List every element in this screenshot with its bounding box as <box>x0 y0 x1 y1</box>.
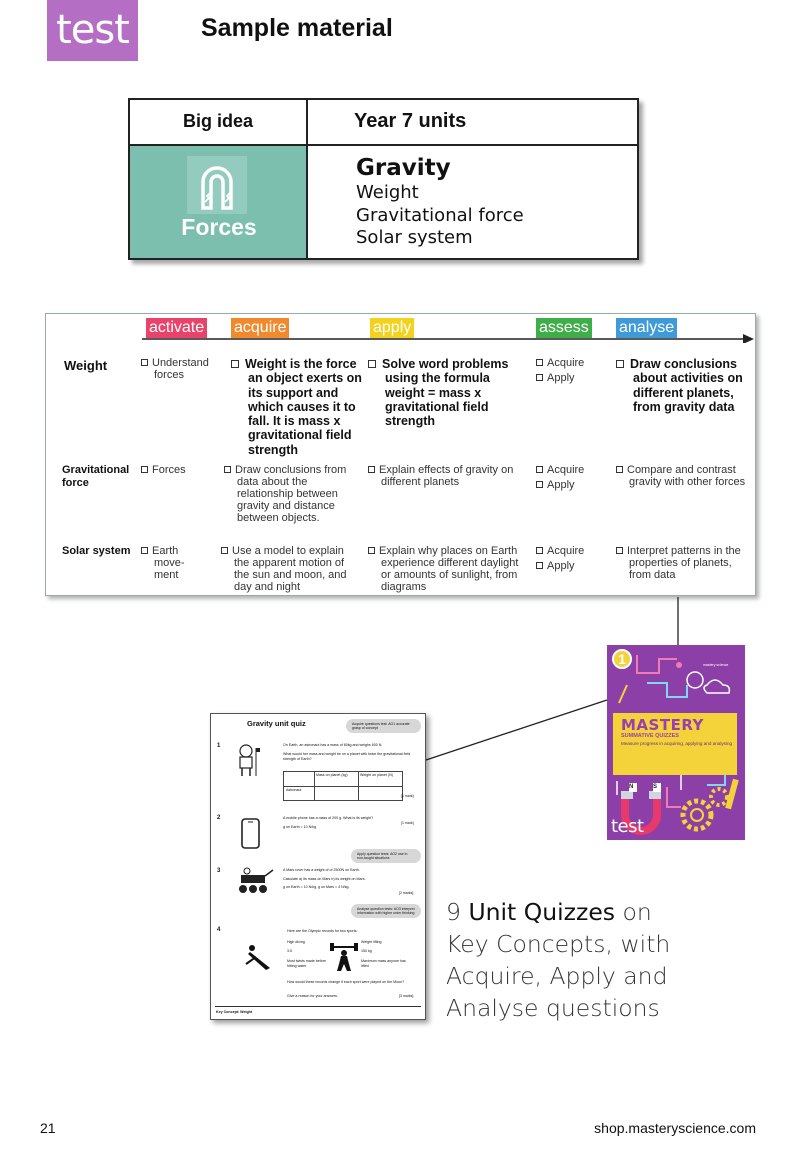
row-label-weight: Weight <box>64 358 108 373</box>
magnet-south-label: S <box>653 784 658 790</box>
table-header: Mass on planet (kg) <box>316 773 348 777</box>
big-idea-forces: Forces <box>181 214 257 240</box>
question-text: A Mars rover has a weight of of 2500N on Earth. <box>283 868 360 872</box>
year7-units-header: Year 7 units <box>308 100 637 146</box>
sport-label: Weight lifting <box>361 940 382 944</box>
cell-activate: Earth move-ment <box>141 545 209 581</box>
stage-analyse: analyse <box>616 318 677 338</box>
diver-icon <box>244 942 276 972</box>
table-header: Weight on planet (N) <box>360 773 393 777</box>
cell-analyse: Compare and contrast gravity with other forces <box>616 464 751 488</box>
volume-number: 1 <box>612 649 632 669</box>
unit-topic: Weight <box>356 182 419 203</box>
quiz-bubble: Apply question tests: AO2 use in non-taught situations <box>351 849 421 863</box>
unit-topic: Gravitational force <box>356 204 524 226</box>
sport-value: 150 kg <box>361 949 372 953</box>
cover-brand: mastery science <box>703 663 729 667</box>
cell-acquire: Draw conclusions from data about the relationship between gravity and distance between objects. <box>224 464 364 524</box>
question-text: A mobile phone has a mass of 200 g. What is its weight? <box>283 816 374 820</box>
question-number: 3 <box>217 868 221 874</box>
question-text: What would her mass and weight be on a planet with twice the gravitational field strength of Earth? <box>283 752 411 761</box>
marks: [2 marks] <box>399 891 414 895</box>
stage-apply: apply <box>370 318 414 338</box>
cover-subtitle: SUMMATIVE QUIZZES <box>621 733 679 739</box>
cell-apply: Explain effects of gravity on different planets <box>368 464 523 488</box>
quiz-sheet <box>210 713 426 1020</box>
unit-topic: Solar system <box>356 227 473 248</box>
phone-icon <box>241 818 261 850</box>
question-number: 4 <box>217 927 221 933</box>
quiz-bubble: Analyse question tests: AO3 interpret information with higher order thinking <box>351 904 421 918</box>
book-cover <box>607 645 745 840</box>
page-number: 21 <box>40 1120 56 1136</box>
big-idea-header: Big idea <box>130 100 308 146</box>
page-title: Sample material <box>201 14 393 42</box>
cell-activate: Understand forces <box>141 357 219 381</box>
weightlifter-icon <box>329 942 359 972</box>
cell-apply: Explain why places on Earth experience different daylight or amounts of sunlight, from diagrams <box>368 545 523 593</box>
row-label-gravitational-force: Gravitational force <box>62 464 130 489</box>
sport-note: Maximum mass anyone has lifted <box>361 959 406 968</box>
stage-assess: assess <box>536 318 592 338</box>
test-logo: test <box>47 0 138 61</box>
table-row-label: Astronaut <box>286 788 302 792</box>
footer-url[interactable]: shop.masteryscience.com <box>594 1120 756 1136</box>
question-text: g on Earth = 10 N/kg <box>283 825 317 829</box>
cell-activate: Forces <box>141 464 219 476</box>
unit-gravity: Gravity <box>356 155 451 181</box>
answer-table <box>283 771 403 801</box>
cell-assess: Acquire Apply <box>536 464 606 491</box>
cover-tagline: Measure progress in acquiring, applying and analysing <box>621 741 733 746</box>
quiz-bubble: Acquire questions test: AO1 accurate grasp of concept <box>346 719 421 733</box>
cell-analyse: Draw conclusions about activities on different planets, from gravity data <box>616 357 751 414</box>
astronaut-icon <box>236 744 260 778</box>
question-text: On Earth, an astronaut has a mass of 60kg and weighs 600 N. <box>283 743 383 747</box>
marks: [1 mark] <box>401 794 414 798</box>
row-label-solar-system: Solar system <box>62 545 131 557</box>
cell-acquire: Weight is the force an object exerts on its support and which causes it to fall. It is mass x gravitational field strength <box>231 357 366 457</box>
question-text: Give a reason for your answers. <box>287 994 338 998</box>
cover-watermark: test <box>611 816 644 837</box>
marks: [1 mark] <box>401 821 414 825</box>
question-text: g on Earth = 10 N/kg, g on Mars = 4 N/kg. <box>283 885 350 889</box>
cell-analyse: Interpret patterns in the properties of planets, from data <box>616 545 751 581</box>
question-number: 1 <box>217 743 221 749</box>
question-number: 2 <box>217 815 221 821</box>
cover-title: MASTERY <box>621 716 704 734</box>
mars-rover-icon <box>233 867 277 897</box>
marks: [3 marks] <box>399 994 414 998</box>
quiz-footer: Key Concept: Weight <box>216 1010 253 1014</box>
sport-note: Most twists made before hitting water <box>287 959 326 968</box>
quiz-title: Gravity unit quiz <box>247 719 306 728</box>
magnet-north-label: N <box>629 784 634 790</box>
question-text: Here are the Olympic records for two sports. <box>287 929 358 933</box>
sport-value: 3.5 <box>287 949 292 953</box>
quiz-caption: 9 Unit Quizzes on Key Concepts, with Acquire, Apply and Analyse questions <box>446 898 671 1022</box>
stage-acquire: acquire <box>231 318 289 338</box>
cell-assess: Acquire Apply <box>536 545 606 572</box>
cell-apply: Solve word problems using the formula weight = mass x gravitational field strength <box>368 357 518 428</box>
cell-acquire: Use a model to explain the apparent motion of the sun and moon, and day and night <box>221 545 361 593</box>
cover-title-panel <box>613 713 737 775</box>
question-text: Calculate a) its mass on Mars b) its weight on Mars. <box>283 877 366 881</box>
cell-assess: Acquire Apply <box>536 357 606 384</box>
stage-activate: activate <box>146 318 207 338</box>
question-text: How would these records change if each sport were played on the Moon? <box>287 980 405 984</box>
sport-label: High diving <box>287 940 305 944</box>
